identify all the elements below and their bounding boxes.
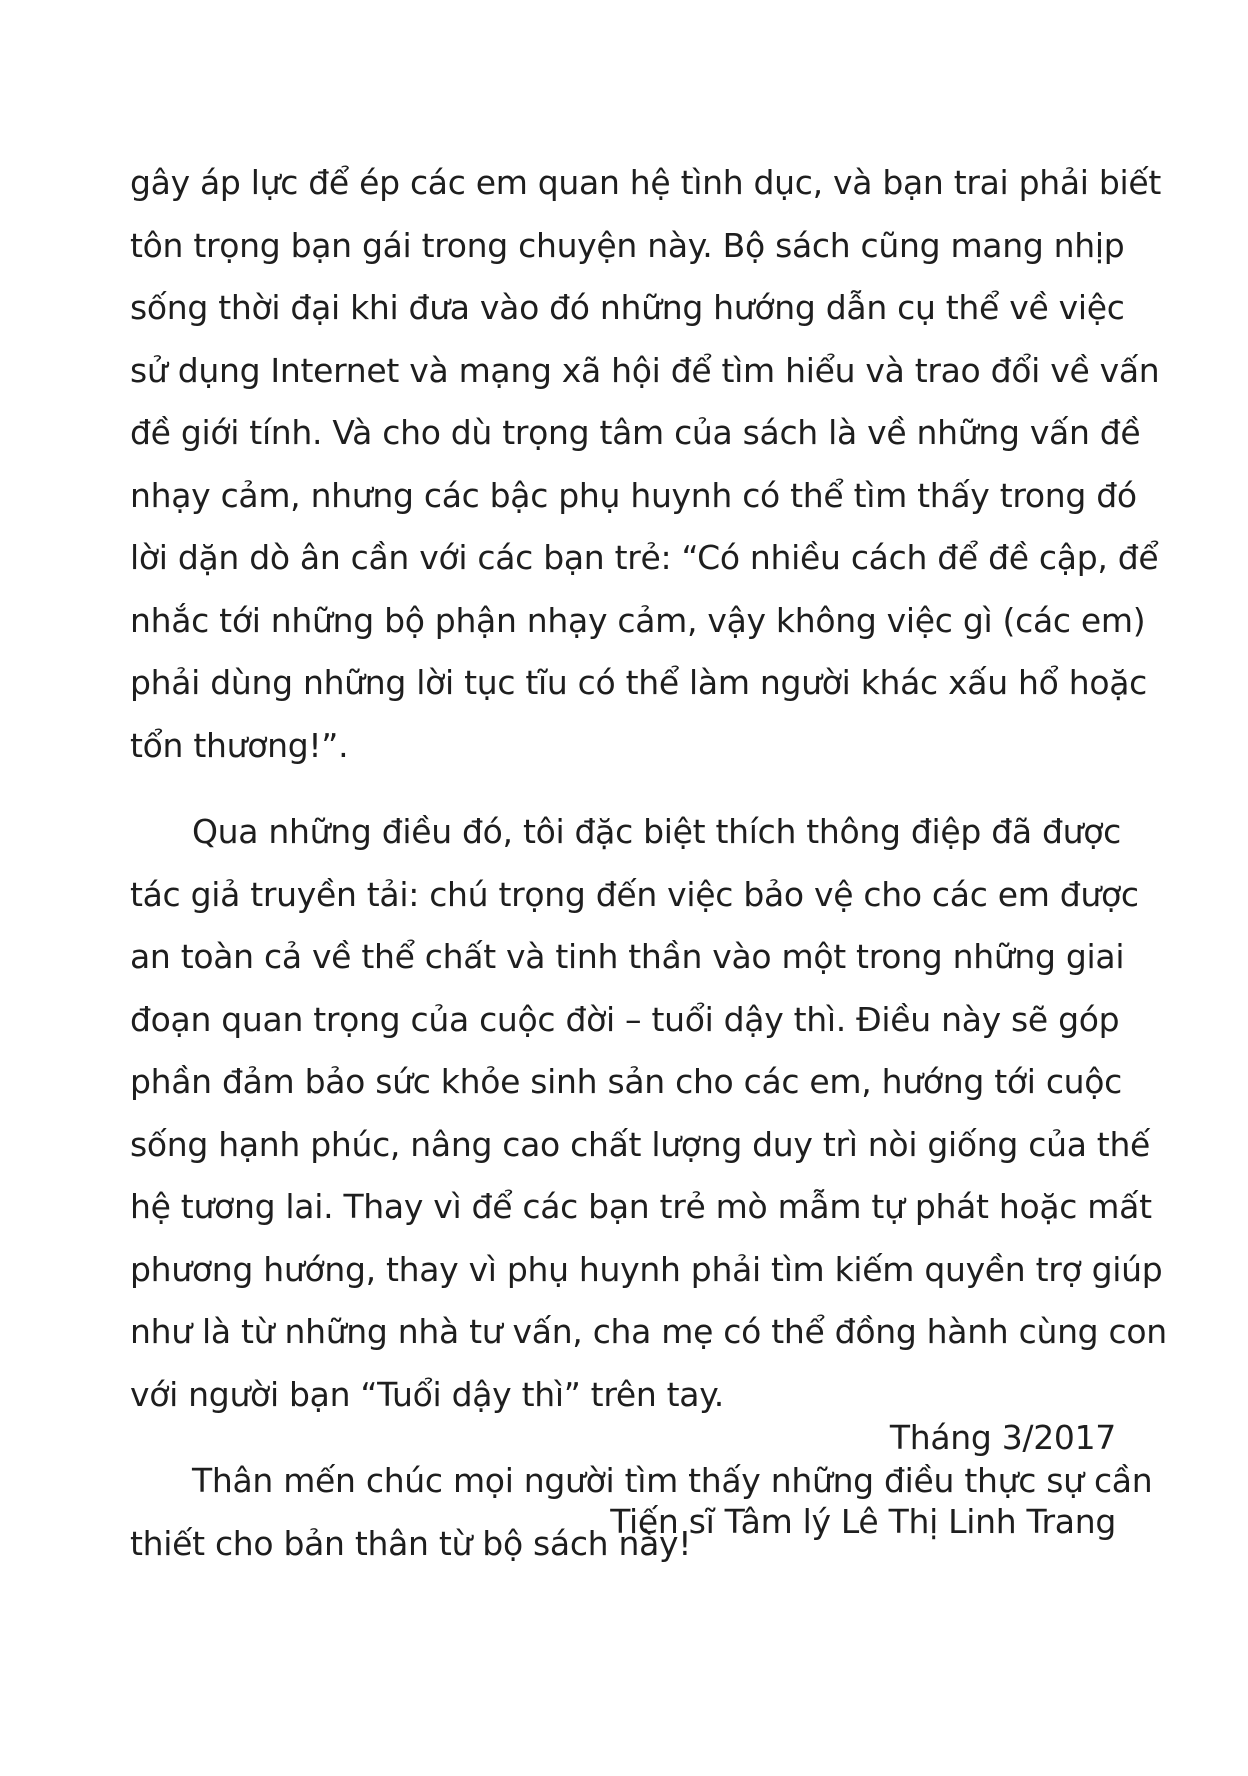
- text-line: tôn trọng bạn gái trong chuyện này. Bộ sách cũng mang nhịp: [130, 225, 1125, 265]
- text-line: với người bạn “Tuổi dậy thì” trên tay.: [130, 1374, 724, 1414]
- text-line: Thân mến chúc mọi người tìm thấy những điều thực sự cần: [192, 1461, 1153, 1500]
- text-line: tổn thương!”.: [130, 725, 349, 765]
- text-line: gây áp lực để ép các em quan hệ tình dục, và bạn trai phải biết: [130, 163, 1161, 202]
- text-line: phần đảm bảo sức khỏe sinh sản cho các em, hướng tới cuộc: [130, 1062, 1123, 1101]
- signature-date: Tháng 3/2017: [889, 1418, 1116, 1457]
- text-line: nhắc tới những bộ phận nhạy cảm, vậy không việc gì (các em): [130, 600, 1146, 640]
- signature-author: Tiến sĩ Tâm lý Lê Thị Linh Trang: [610, 1502, 1116, 1541]
- text-line: sống thời đại khi đưa vào đó những hướng dẫn cụ thể về việc: [130, 288, 1125, 327]
- paragraph-2: [130, 801, 1167, 1426]
- body-text: [130, 152, 1167, 1575]
- text-line: hệ tương lai. Thay vì để các bạn trẻ mò mẫm tự phát hoặc mất: [130, 1187, 1152, 1226]
- paragraph-1: [130, 152, 1161, 777]
- text-line: nhạy cảm, nhưng các bậc phụ huynh có thể tìm thấy trong đó: [130, 475, 1137, 515]
- text-line: như là từ những nhà tư vấn, cha mẹ có thể đồng hành cùng con: [130, 1312, 1167, 1351]
- text-line: phương hướng, thay vì phụ huynh phải tìm kiếm quyền trợ giúp: [130, 1249, 1163, 1289]
- text-line: phải dùng những lời tục tĩu có thể làm người khác xấu hổ hoặc: [130, 663, 1147, 702]
- text-line: sống hạnh phúc, nâng cao chất lượng duy trì nòi giống của thế: [130, 1124, 1151, 1164]
- text-line: lời dặn dò ân cần với các bạn trẻ: “Có nhiều cách để đề cập, để: [130, 538, 1159, 577]
- text-line: Qua những điều đó, tôi đặc biệt thích thông điệp đã được: [192, 812, 1121, 851]
- text-line: sử dụng Internet và mạng xã hội để tìm hiểu và trao đổi về vấn: [130, 350, 1160, 390]
- text-line: đề giới tính. Và cho dù trọng tâm của sách là về những vấn đề: [130, 413, 1141, 452]
- text-line: an toàn cả về thể chất và tinh thần vào một trong những giai: [130, 937, 1125, 976]
- text-line: đoạn quan trọng của cuộc đời – tuổi dậy thì. Điều này sẽ góp: [130, 999, 1120, 1039]
- text-line: tác giả truyền tải: chú trọng đến việc bảo vệ cho các em được: [130, 874, 1139, 914]
- text-line: thiết cho bản thân từ bộ sách này!: [130, 1523, 692, 1563]
